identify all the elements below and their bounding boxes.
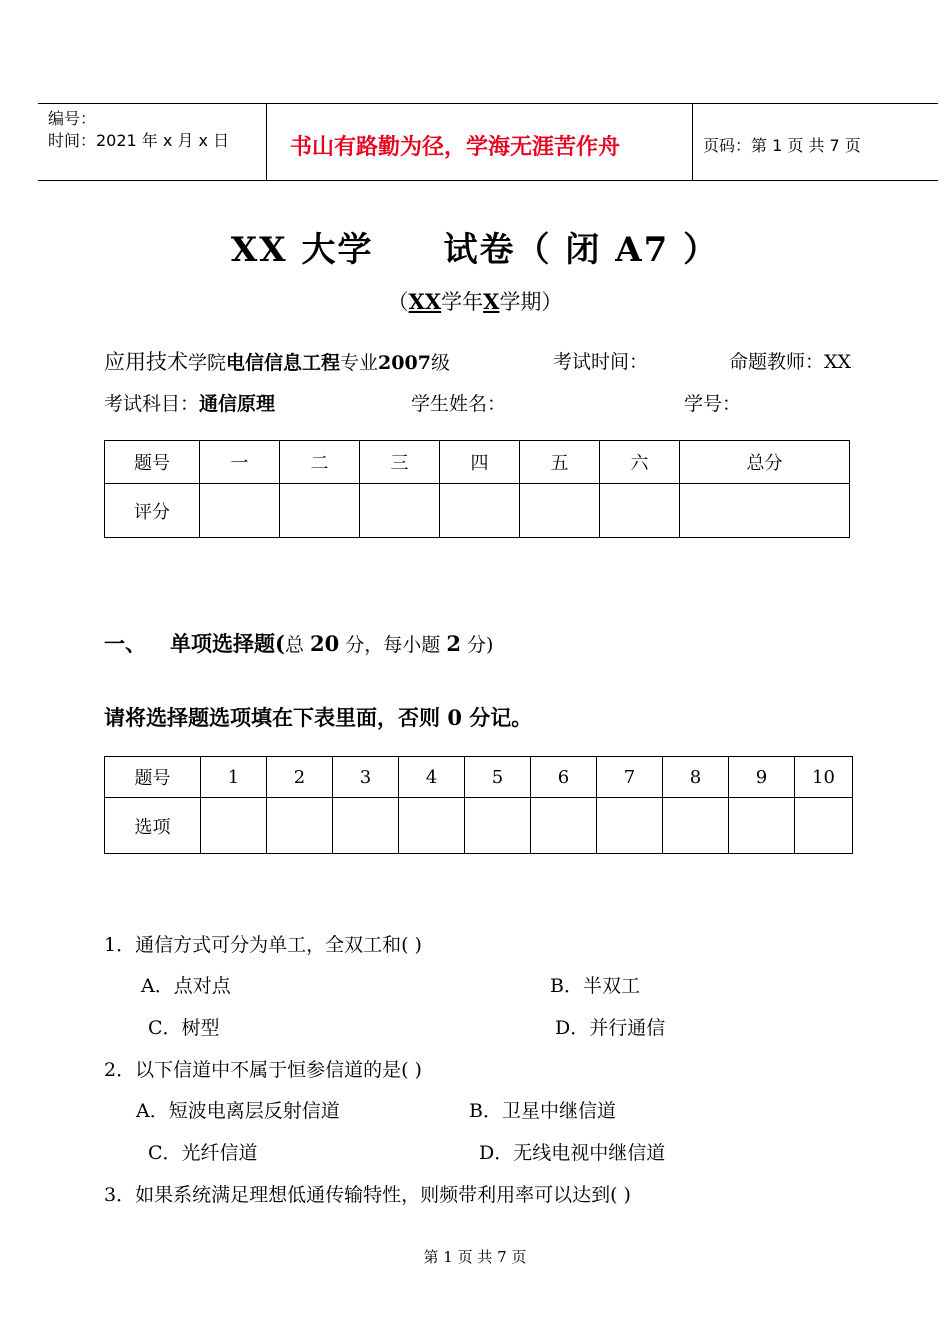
exam-term [0,286,950,316]
header-motto: 书山有路勤为径，学海无涯苦作舟 [290,135,621,160]
college-suffix: 学院 [188,352,227,374]
answer-cell-8: 8 [663,757,729,798]
score-cell-total: 总分 [680,441,850,484]
section-title-total-post: 分，每小题 [339,634,447,656]
major: 电信信息工程 [226,352,341,374]
question-1-stem: 1．通信方式可分为单工，全双工和( ) [104,934,422,956]
answer-row-label: 选项 [105,798,201,854]
score-cell-1: 一 [200,441,280,484]
exam-title-school: XX 大学 [230,230,374,270]
answer-input-6 [531,798,597,854]
header-time-label: 时间：2021 年 x 月 x 日 [48,131,230,150]
section-title-total-num: 20 [309,631,340,656]
question-2-option-b: B．卫星中继信道 [469,1100,616,1122]
score-input-total [680,484,850,538]
answer-input-10 [795,798,853,854]
section-title [170,628,493,658]
answer-table-choice-row [105,798,853,854]
score-table-score-row [105,484,850,538]
score-input-2 [280,484,360,538]
answer-table [104,756,853,854]
question-2-stem: 2．以下信道中不属于恒参信道的是( ) [104,1059,422,1081]
score-input-3 [360,484,440,538]
student-name-label: 学生姓名： [411,393,507,415]
score-cell-6: 六 [600,441,680,484]
answer-cell-9: 9 [729,757,795,798]
subject-line [104,389,275,416]
answer-table-header-row [105,757,853,798]
section-number: 一、 [104,631,146,656]
instruction-post: 分记。 [461,705,533,730]
answer-input-3 [333,798,399,854]
section-title-each-num: 2 [446,631,461,656]
score-input-6 [600,484,680,538]
section-title-bold: 单项选择题( [170,631,285,656]
header-number-label: 编号： [48,109,97,128]
section-instruction [104,702,532,732]
answer-cell-4: 4 [399,757,465,798]
answer-input-5 [465,798,531,854]
question-1-option-c: C．树型 [148,1017,220,1039]
question-3-stem: 3．如果系统满足理想低通传输特性，则频带利用率可以达到( ) [104,1184,631,1206]
college-major-line [104,346,450,376]
score-cell-4: 四 [440,441,520,484]
score-input-4 [440,484,520,538]
term-mid: 学年 [441,290,484,314]
subject-name: 通信原理 [199,393,276,415]
term-open: （ [387,290,409,314]
score-table [104,440,850,538]
instruction-num: 0 [447,705,462,730]
question-1-option-a: A．点对点 [141,975,231,997]
term-semester: X [483,289,500,314]
exam-time-label: 考试时间： [553,351,649,373]
instruction-pre: 请将选择题选项填在下表里面，否则 [104,705,448,730]
header-top-rule [38,103,938,104]
term-close: 学期） [499,290,563,314]
answer-input-9 [729,798,795,854]
score-input-5 [520,484,600,538]
answer-cell-5: 5 [465,757,531,798]
section-title-each-post: 分) [460,634,494,656]
answer-cell-3: 3 [333,757,399,798]
header-divider-left [266,103,267,181]
answer-cell-2: 2 [267,757,333,798]
answer-cell-1: 1 [201,757,267,798]
exam-title [0,222,950,271]
exam-title-paper: 试卷（ 闭 A7 ） [443,230,720,270]
college-prefix: 应用技术 [104,350,188,374]
grade-suffix: 级 [430,352,450,374]
score-row-label: 评分 [105,484,200,538]
answer-cell-6: 6 [531,757,597,798]
student-id-label: 学号： [684,393,742,415]
subject-label: 考试科目： [104,393,200,415]
score-cell-5: 五 [520,441,600,484]
answer-input-1 [201,798,267,854]
term-year: XX [408,289,442,314]
answer-input-8 [663,798,729,854]
question-1-option-d: D．并行通信 [555,1017,666,1039]
section-title-total-pre: 总 [284,634,310,656]
score-input-1 [200,484,280,538]
header-page-label: 页码：第 1 页 共 7 页 [703,136,861,155]
question-1-option-b: B．半双工 [550,975,640,997]
header-divider-right [692,103,693,181]
answer-input-2 [267,798,333,854]
grade: 2007 [378,352,431,374]
answer-input-7 [597,798,663,854]
question-2-option-d: D．无线电视中继信道 [479,1142,666,1164]
question-2-option-c: C．光纤信道 [148,1142,258,1164]
major-suffix: 专业 [340,352,379,374]
question-2-option-a: A．短波电离层反射信道 [136,1100,340,1122]
score-cell-3: 三 [360,441,440,484]
answer-input-4 [399,798,465,854]
footer-page-number: 第 1 页 共 7 页 [423,1248,527,1266]
score-table-header-row [105,441,850,484]
teacher-label: 命题教师：XX [729,351,852,373]
answer-cell-7: 7 [597,757,663,798]
header-bottom-rule [38,180,938,181]
score-cell-label: 题号 [105,441,200,484]
score-cell-2: 二 [280,441,360,484]
answer-cell-10: 10 [795,757,853,798]
answer-cell-label: 题号 [105,757,201,798]
